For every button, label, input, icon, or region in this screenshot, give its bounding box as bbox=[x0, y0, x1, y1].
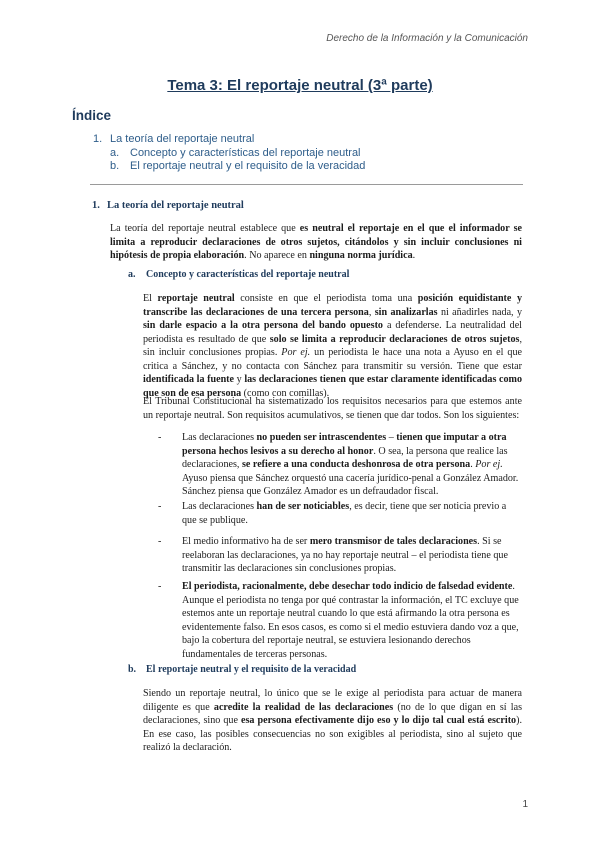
toc-item-1[interactable] bbox=[93, 133, 365, 147]
bold-text: sin darle espacio a la otra persona del bando opuesto bbox=[143, 320, 383, 331]
text-run: , bbox=[368, 306, 375, 318]
text-run: El medio informativo ha de ser bbox=[182, 536, 310, 547]
bold-text: es neutral el reportaje en el que el informador se limita a reproducir declaraciones de otros sujetos, citándolos y sin incluir conclusiones ni hipótesis de propia elaboración bbox=[110, 223, 522, 261]
section-number: b. bbox=[128, 664, 137, 675]
bold-text: esa persona efectivamente dijo eso y lo dijo tal cual está escrito bbox=[240, 715, 517, 726]
italic-text: Por ej. bbox=[281, 347, 311, 358]
text-run: (no de lo que digan en sí las declaraciones, sino que bbox=[143, 701, 522, 726]
bold-text: no pueden ser intrascendentes bbox=[256, 432, 387, 443]
bold-text: reportaje neutral bbox=[157, 293, 235, 304]
text-run: La teoría del reportaje neutral establece que bbox=[110, 223, 300, 234]
text-run: . O sea, la persona que realice las declaraciones, bbox=[182, 445, 508, 470]
section-1-heading bbox=[92, 200, 244, 211]
bullet-dash: - bbox=[158, 501, 162, 512]
text-run: un periodista le hace una nota a Ayuso en el que critica a Sánchez, y no contacta con Sánchez para transmitir su versión. Tiene que estar bbox=[143, 347, 522, 372]
toc-item-a[interactable] bbox=[93, 147, 365, 161]
toc-item-label: El reportaje neutral y el requisito de la veracidad bbox=[130, 160, 366, 172]
bold-text: las declaraciones tienen que estar claramente identificadas como que son de esa persona bbox=[143, 374, 523, 399]
text-run: a defenderse. La neutralidad del periodista es resultado de que bbox=[143, 320, 522, 345]
toc-item-number: 1. bbox=[93, 133, 103, 145]
section-number: a. bbox=[128, 269, 136, 280]
section-title: Concepto y características del reportaje neutral bbox=[146, 269, 350, 280]
text-run: . bbox=[470, 459, 476, 470]
text-run: Las declaraciones bbox=[182, 501, 257, 512]
text-run: consiste en que el periodista toma una bbox=[234, 293, 418, 304]
page-title: Tema 3: El reportaje neutral (3ª parte) bbox=[167, 77, 433, 94]
text-run: , sin incluir conclusiones propias. bbox=[143, 333, 522, 358]
text-run: Ayuso piensa que Sánchez orquestó una cacería jurídico-penal a González Amador. Sánchez piensa que González Amador es un defraudador fiscal. bbox=[182, 472, 519, 497]
requirement-text bbox=[182, 431, 522, 499]
section-1-intro bbox=[110, 222, 522, 263]
section-a-paragraph-1 bbox=[143, 292, 522, 400]
running-header: Derecho de la Información y la Comunicación bbox=[326, 33, 528, 44]
bold-text: han de ser noticiables bbox=[256, 501, 350, 512]
text-run: – bbox=[386, 432, 397, 443]
bullet-dash: - bbox=[158, 536, 162, 547]
requirement-text bbox=[182, 500, 522, 527]
section-a-heading bbox=[128, 269, 349, 280]
text-run: Las declaraciones bbox=[182, 432, 257, 443]
bold-text: acredite la realidad de las declaraciones bbox=[213, 701, 394, 713]
text-run: ni añadirles nada, y bbox=[437, 306, 522, 318]
text-run: . bbox=[412, 250, 416, 261]
bullet-dash: - bbox=[158, 581, 162, 592]
bold-text: El periodista, racionalmente, debe desechar todo indicio de falsedad evidente bbox=[182, 581, 513, 592]
section-a-paragraph-2: El Tribunal Constitucional ha sistematizado los requisitos necesarios para que estemos ante un reportaje neutral. Son requisitos acumulativos, se tienen que dar todos. Son los siguientes: bbox=[143, 396, 522, 421]
bold-text: sin analizarlas bbox=[374, 306, 438, 318]
text-run: , es decir, tiene que ser noticia previo a que se publique. bbox=[182, 501, 507, 526]
requirement-text bbox=[182, 535, 522, 576]
toc-item-number: a. bbox=[110, 146, 120, 159]
bullet-dash: - bbox=[158, 432, 162, 443]
bold-text: identificada la fuente bbox=[143, 374, 235, 385]
bold-text: se refiere a una conducta deshonrosa de otra persona bbox=[241, 459, 471, 470]
toc-item-label: Concepto y características del reportaje neutral bbox=[130, 146, 361, 159]
section-b-heading bbox=[128, 664, 356, 675]
index-heading: Índice bbox=[72, 108, 112, 123]
text-run: . No aparece en bbox=[244, 250, 310, 261]
section-number: 1. bbox=[92, 200, 100, 211]
bold-text: tienen que imputar a otra persona hechos lesivos a su derecho al honor bbox=[182, 432, 507, 457]
text-run: ). En ese caso, las posibles consecuencias no son exigibles al periodista, sino al sujeto que realizó la declaración. bbox=[143, 715, 522, 753]
toc-item-b[interactable] bbox=[93, 160, 365, 174]
bold-text: ninguna norma jurídica bbox=[309, 250, 413, 261]
table-of-contents bbox=[93, 133, 365, 174]
toc-item-label: La teoría del reportaje neutral bbox=[110, 133, 255, 145]
text-run: El bbox=[143, 293, 158, 304]
text-run: y bbox=[234, 374, 245, 385]
bold-text: solo se limita a reproducir declaraciones de otros sujetos bbox=[269, 333, 520, 345]
text-run: . Si se reelaboran las declaraciones, ya no hay reportaje neutral – el periodista tiene que transmitir las declaraciones sin conclusiones propias. bbox=[182, 536, 508, 574]
page-number: 1 bbox=[522, 799, 528, 810]
bold-text: posición equidistante y transcribe las declaraciones de una tercera persona bbox=[143, 293, 523, 318]
text-run: (como con comillas). bbox=[241, 387, 330, 399]
section-b-paragraph-1 bbox=[143, 687, 522, 755]
divider bbox=[90, 184, 523, 185]
requirement-text bbox=[182, 580, 522, 661]
section-title: El reportaje neutral y el requisito de la veracidad bbox=[146, 664, 357, 675]
toc-item-number: b. bbox=[110, 160, 120, 172]
italic-text: Por ej. bbox=[475, 459, 503, 470]
section-title: La teoría del reportaje neutral bbox=[107, 200, 244, 211]
text-run: Siendo un reportaje neutral, lo único que se le exige al periodista para actuar de manera diligente es que bbox=[143, 688, 522, 713]
text-run: . Aunque el periodista no tenga por qué contrastar la información, el TC excluye que estemos ante un reportaje neutral cuando lo que está afirmando la otra persona es evidentemente falso. En esos casos, es como si el medio estuviera dando voz a que, bajo la cobertura del reportaje neutral, se estuviera lesionando derechos fundamentales de terceras personas. bbox=[182, 581, 519, 660]
bold-text: mero transmisor de tales declaraciones bbox=[309, 536, 478, 547]
